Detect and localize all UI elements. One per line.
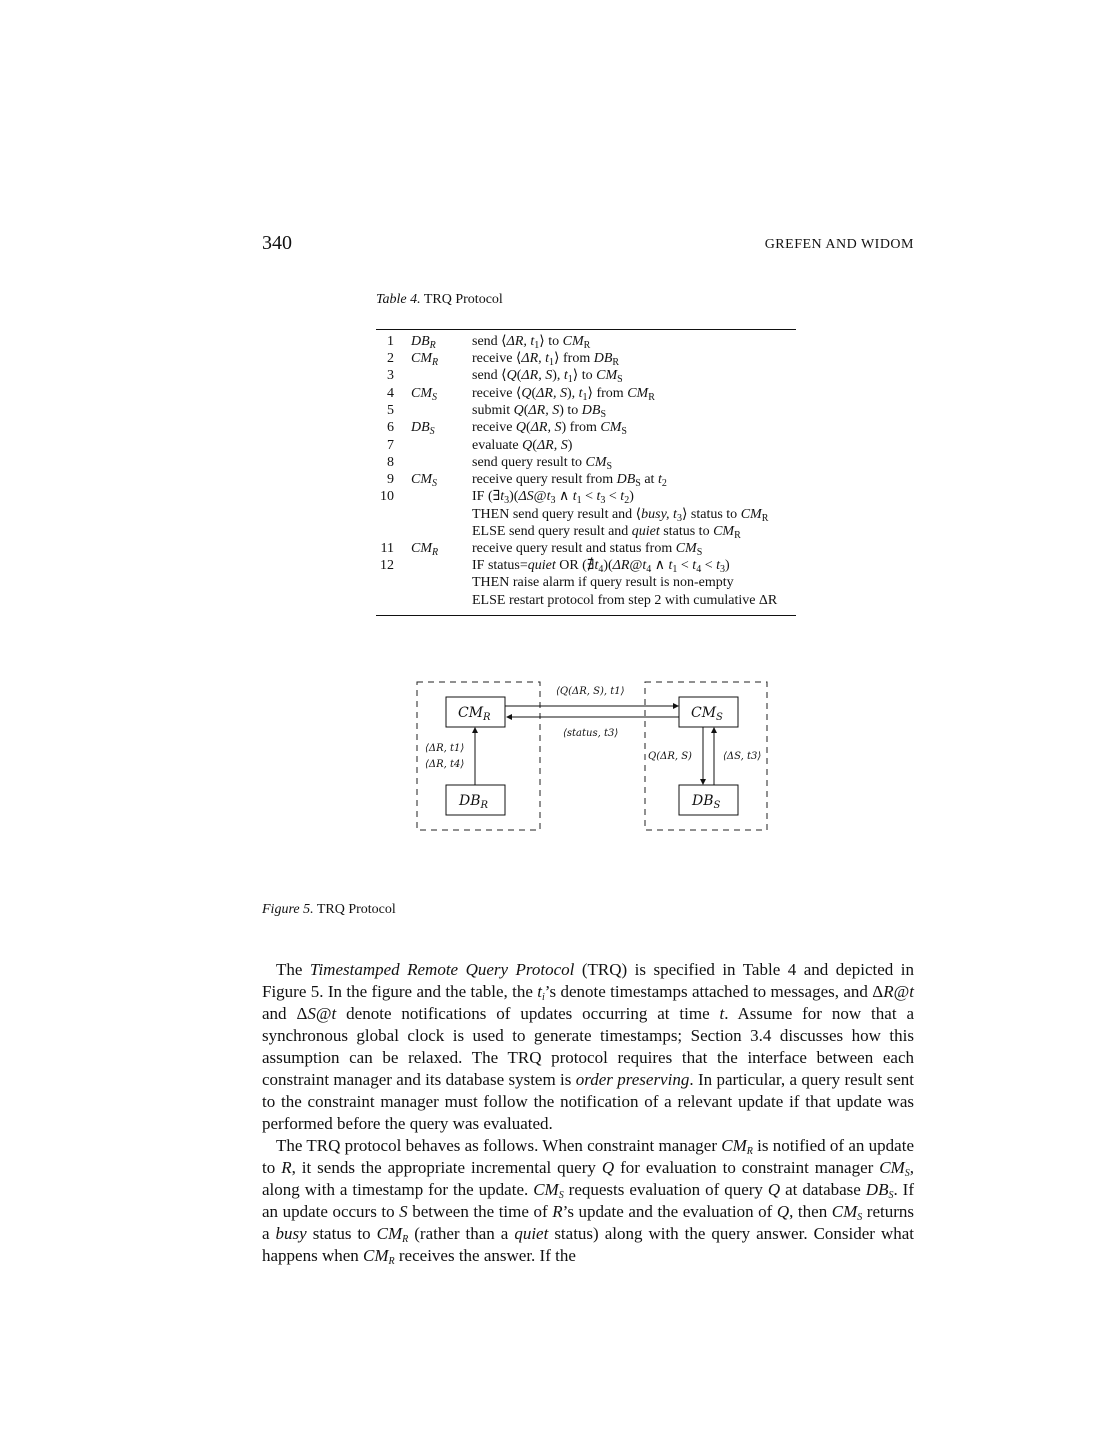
row-agent: $CM_S$	[411, 472, 437, 489]
row-action: THEN send query result and ⟨busy, $t_3⟩$ status to $CM_R$	[472, 507, 769, 524]
table-row: 1 $DB_R$ send ⟨ΔR, $t_1⟩$ to $CM_R$	[387, 334, 591, 351]
row-action: THEN raise alarm if query result is non-empty	[472, 575, 734, 590]
body-paragraph-2: The TRQ protocol behaves as follows. When constraint manager $CM_R$ is notified of an update to R, it sends the appropriate incremental query Q for evaluation to constraint manager $CM_S$, along with a timestamp for the update. $CM_S$ requests evaluation of query Q at database $DB_S$. If an update occurs to S between the time of R’s update and the evaluation of Q, then $CM_S$ returns a busy status to $CM_R$ (rather than a quiet status) along with the query answer. Consider what happens when $CM_R$ receives the answer. If the	[262, 1136, 915, 1267]
figure-caption	[262, 902, 396, 918]
row-action: ELSE restart protocol from step 2 with cumulative ΔR	[472, 593, 778, 608]
svg-text:⟨status, t3⟩: ⟨status, t3⟩	[563, 728, 619, 739]
row-agent: $CM_S$	[411, 386, 437, 403]
running-head: GREFEN AND WIDOM	[764, 237, 914, 252]
row-agent: $DB_S$	[411, 420, 435, 437]
svg-text:⟨ΔR, t4⟩: ⟨ΔR, t4⟩	[425, 759, 465, 770]
table-caption-title: TRQ Protocol	[423, 292, 503, 307]
row-action: send ⟨Q(ΔR, S), $t_1⟩$ to $CM_S$	[472, 368, 623, 385]
row-agent: $DB_R$	[411, 334, 436, 351]
row-action: submit Q(ΔR, S) to $DB_S$	[472, 403, 606, 420]
table-row: 4 $CM_S$ receive ⟨Q(ΔR, S), $t_1⟩$ from $CM_R$	[387, 386, 655, 403]
table-row: 6 $DB_S$ receive Q(ΔR, S) from $CM_S$	[387, 420, 627, 437]
table-row	[376, 506, 806, 523]
row-action: evaluate Q(ΔR, S)	[472, 438, 573, 453]
svg-text:⟨Q(ΔR, S), t1⟩: ⟨Q(ΔR, S), t1⟩	[556, 686, 625, 697]
page-number: 340	[262, 232, 292, 254]
svg-text:CMS: $CM_S$	[691, 705, 723, 723]
row-action: send ⟨ΔR, $t_1⟩$ to $CM_R$	[472, 334, 591, 351]
table-row: 8 send query result to $CM_S$	[387, 455, 613, 472]
table-row: 10 IF $(\exists t_3)(\Delta S@t_3$ ∧ $t_1 < t_3 < t_2$)	[380, 489, 634, 506]
row-action: receive ⟨ΔR, $t_1⟩$ from $DB_R$	[472, 351, 620, 368]
row-action: IF $(\exists t_3)(\Delta S@t_3$ ∧ $t_1 < t_3 < t_2$)	[472, 489, 634, 506]
table-top-rule	[376, 329, 796, 330]
table-row: 12 IF status=quiet OR $(∄t_4)(\Delta R@t_4$ ∧ $t_1 < t_4 < t_3$)	[380, 558, 730, 575]
table-row: 7 evaluate Q(ΔR, S)	[387, 438, 573, 453]
svg-text:DBR: $DB_R$	[459, 793, 489, 811]
row-action: receive ⟨Q(ΔR, S), $t_1⟩$ from $CM_R$	[472, 386, 655, 403]
row-action: receive Q(ΔR, S) from $CM_S$	[472, 420, 627, 437]
svg-text:DBS: $DB_S$	[692, 793, 721, 811]
svg-text:CMR: $CM_R$	[458, 705, 491, 723]
table-caption	[376, 292, 503, 308]
row-action: ELSE send query result and quiet status to $CM_R$	[472, 524, 741, 541]
trq-protocol-diagram	[410, 675, 775, 840]
table-row: 2 $CM_R$ receive ⟨ΔR, $t_1⟩$ from $DB_R$	[387, 351, 620, 368]
table-caption-label: Table 4.	[376, 292, 421, 307]
figure-caption-label: Figure 5.	[262, 902, 314, 917]
row-action: IF status=quiet OR $(∄t_4)(\Delta R@t_4$ ∧ $t_1 < t_4 < t_3$)	[472, 558, 730, 575]
row-agent: $CM_R$	[411, 541, 439, 558]
table-row	[376, 574, 806, 591]
svg-text:⟨ΔS, t3⟩: ⟨ΔS, t3⟩	[723, 751, 762, 762]
table-row	[376, 523, 806, 540]
table-row: 11 $CM_R$ receive query result and status from $CM_S$	[380, 541, 703, 558]
table-row: 3 send ⟨Q(ΔR, S), $t_1⟩$ to $CM_S$	[387, 368, 623, 385]
table-row: 5 submit Q(ΔR, S) to $DB_S$	[387, 403, 606, 420]
table-bottom-rule	[376, 615, 796, 616]
table-row: 9 $CM_S$ receive query result from $DB_S$ at $t_2$	[387, 472, 667, 489]
row-action: receive query result and status from $CM_S$	[472, 541, 703, 558]
body-paragraph-1: The Timestamped Remote Query Protocol (TRQ) is specified in Table 4 and depicted in Figure 5. In the figure and the table, the $t_i’s$ denote timestamps attached to messages, and ΔR@t and ΔS@t denote notifications of updates occurring at time t. Assume for now that a synchronous global clock is used to generate timestamps; Section 3.4 discusses how this assumption can be relaxed. The TRQ protocol requires that the interface between each constraint manager and its database system is order preserving. In particular, a query result sent to the constraint manager must follow the notification of a relevant update if that update was performed before the query was evaluated.	[262, 960, 914, 1133]
row-action: send query result to $CM_S$	[472, 455, 613, 472]
row-action: receive query result from $DB_S$ at $t_2$	[472, 472, 667, 489]
svg-text:Q(ΔR, S): Q(ΔR, S)	[648, 751, 692, 762]
row-agent: $CM_R$	[411, 351, 439, 368]
table-row	[376, 592, 806, 609]
figure-caption-title: TRQ Protocol	[316, 902, 396, 917]
svg-text:⟨ΔR, t1⟩: ⟨ΔR, t1⟩	[425, 743, 465, 754]
